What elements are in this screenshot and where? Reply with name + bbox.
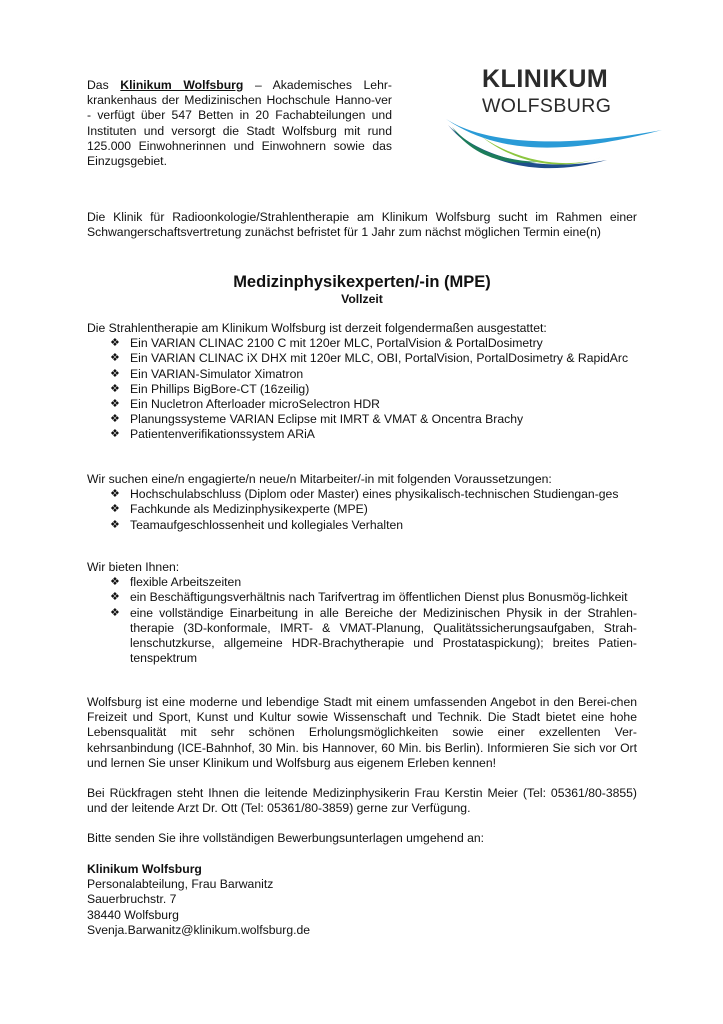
bullet-icon: ❖ — [110, 352, 120, 365]
address-email[interactable]: Svenja.Barwanitz@klinikum.wolfsburg.de — [87, 922, 311, 937]
klinikum-logo — [442, 65, 664, 182]
requirements-list — [87, 487, 637, 533]
list-item: ❖ Ein VARIAN-Simulator Ximatron — [110, 366, 304, 381]
bullet-icon: ❖ — [110, 576, 120, 589]
bullet-icon: ❖ — [110, 337, 120, 350]
bullet-icon: ❖ — [110, 591, 120, 604]
bullet-icon: ❖ — [110, 518, 120, 531]
address-block — [87, 862, 637, 938]
list-item: ❖ Ein Nucletron Afterloader microSelectron HDR — [110, 397, 380, 412]
search-paragraph: Die Klinik für Radioonkologie/Strahlentherapie am Klinikum Wolfsburg sucht im Rahmen einer Schwangerschaftsvertretung zunächst befristet für 1 Jahr zum nächst möglichen Termin eine(n) — [87, 210, 637, 240]
offer-intro: Wir bieten Ihnen: — [87, 560, 180, 574]
intro-rest: – Akademisches Lehr-krankenhaus der Medizinischen Hochschule Hanno-ver - verfügt über 547 Betten in 20 Fachabteilungen und Instituten und versorgt die Stadt Wolfsburg mit rund 125.000 Einwohnerinnen und Einwohnern sowie das Einzugsgebiet. — [87, 78, 392, 169]
intro-prefix: Das — [87, 78, 121, 92]
equipment-intro: Die Strahlentherapie am Klinikum Wolfsburg ist derzeit folgendermaßen ausgestattet: — [87, 321, 547, 335]
position-title: Medizinphysikexperten/-in (MPE) — [233, 273, 491, 291]
list-item: ❖ Ein VARIAN CLINAC iX DHX mit 120er MLC, OBI, PortalVision, PortalDosimetry & RapidArc — [110, 351, 629, 366]
equipment-list — [87, 336, 637, 442]
requirements-intro: Wir suchen eine/n engagierte/n neue/n Mitarbeiter/-in mit folgenden Voraussetzungen: — [87, 472, 552, 486]
list-item: ❖ Teamaufgeschlossenheit und kollegiales Verhalten — [110, 517, 404, 532]
address-org: Klinikum Wolfsburg — [87, 862, 202, 876]
list-item: ❖ ein Beschäftigungsverhältnis nach Tarifvertrag im öffentlichen Dienst plus Bonusmög-lichkeit — [110, 590, 628, 605]
bullet-icon: ❖ — [110, 413, 120, 426]
logo-line1: KLINIKUM — [482, 65, 609, 93]
offer-list — [87, 575, 637, 666]
list-item: ❖ Fachkunde als Medizinphysikexperte (MPE) — [110, 502, 368, 517]
bullet-icon: ❖ — [110, 367, 120, 380]
list-item: ❖ Ein VARIAN CLINAC 2100 C mit 120er MLC, PortalVision & PortalDosimetry — [110, 336, 543, 351]
intro-paragraph — [87, 78, 392, 169]
requirements-section — [87, 472, 637, 533]
address-street: Sauerbruchstr. 7 — [87, 892, 177, 907]
list-item: ❖ Patientenverifikationssystem ARiA — [110, 427, 315, 442]
bullet-icon: ❖ — [110, 382, 120, 395]
bullet-icon: ❖ — [110, 428, 120, 441]
list-item: ❖ eine vollständige Einarbeitung in alle Bereiche der Medizinischen Physik in der Strahlen-therapie (3D-konformale, IMRT- & VMAT-Planung, Qualitätssicherungsaufgaben, Strah-lenschutzkurse, allgemeine HDR-Brachytherapie und Prostataspickung); breites Patien-tenspektrum — [110, 605, 637, 666]
list-item: ❖ Ein Phillips BigBore-CT (16zeilig) — [110, 381, 310, 396]
address-city: 38440 Wolfsburg — [87, 907, 179, 922]
bullet-icon: ❖ — [110, 606, 120, 619]
logo-line2: WOLFSBURG — [482, 95, 612, 117]
bullet-icon: ❖ — [110, 503, 120, 516]
clinic-name: Klinikum Wolfsburg — [120, 78, 244, 92]
city-paragraph: Wolfsburg ist eine moderne und lebendige Stadt mit einem umfassenden Angebot in den Berei-chen Freizeit und Sport, Kunst und Kultur sowie Wissenschaft und Technik. Die Stadt bietet eine hohe Lebensqualität mit sehr schönen Erholungsmöglichkeiten sowie einer exzellenten Ver-kehrsanbindung (ICE-Bahnhof, 30 Min. bis Hannover, 60 Min. bis Berlin). Informieren Sie sich vor Ort und lernen Sie unser Klinikum und Wolfsburg aus eigenem Erleben kennen! — [87, 695, 637, 770]
apply-paragraph: Bitte senden Sie ihre vollständigen Bewerbungsunterlagen umgehend an: — [87, 831, 485, 845]
bullet-icon: ❖ — [110, 488, 120, 501]
logo-swoosh-icon — [442, 65, 664, 182]
position-header — [87, 272, 637, 307]
contact-paragraph: Bei Rückfragen steht Ihnen die leitende Medizinphysikerin Frau Kerstin Meier (Tel: 05361/80-3855) und der leitende Arzt Dr. Ott (Tel: 05361/80-3859) gerne zur Verfügung. — [87, 786, 637, 816]
list-item: ❖ flexible Arbeitszeiten — [110, 575, 242, 590]
equipment-section — [87, 321, 637, 443]
list-item: ❖ Hochschulabschluss (Diplom oder Master) eines physikalisch-technischen Studiengan-ges — [110, 487, 619, 502]
offer-section — [87, 560, 637, 666]
bullet-icon: ❖ — [110, 398, 120, 411]
position-type: Vollzeit — [341, 292, 383, 306]
list-item: ❖ Planungssysteme VARIAN Eclipse mit IMRT & VMAT & Oncentra Brachy — [110, 412, 524, 427]
address-dept: Personalabteilung, Frau Barwanitz — [87, 877, 274, 892]
